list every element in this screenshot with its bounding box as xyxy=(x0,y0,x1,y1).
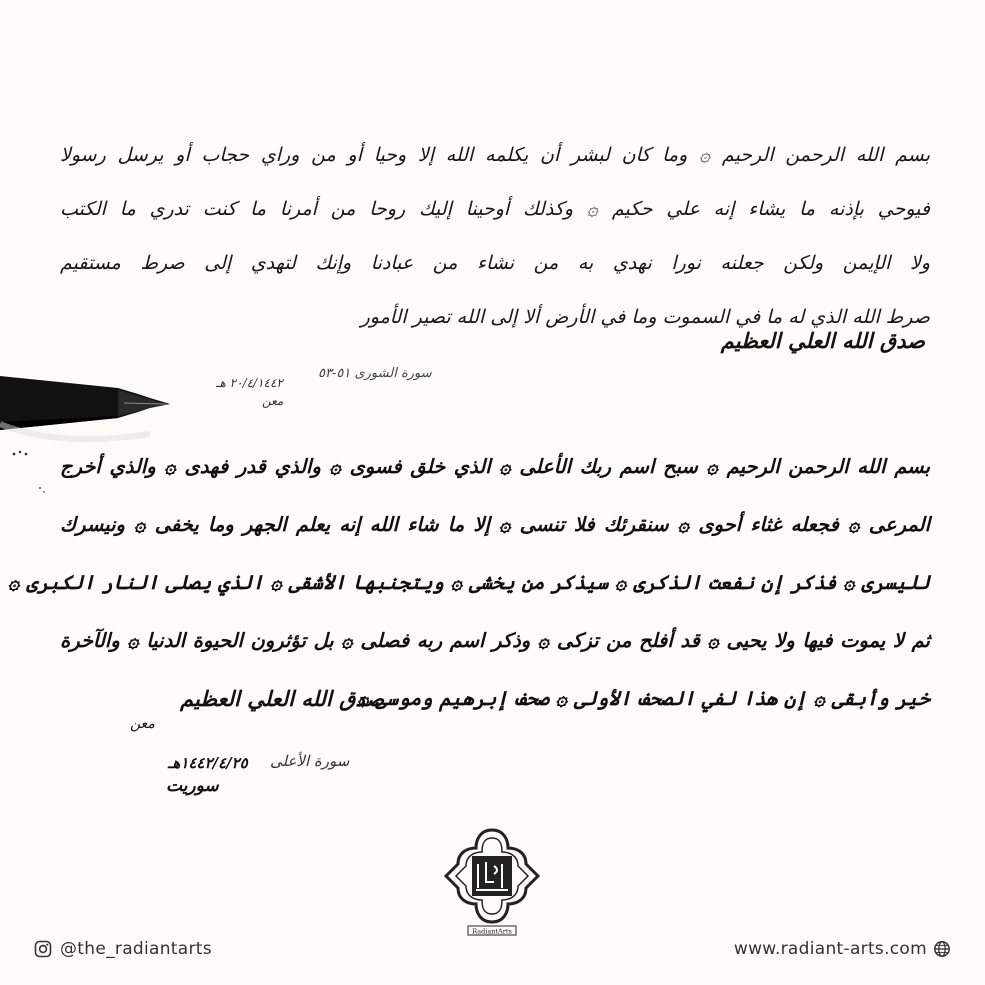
passage-1-date: ٢٠/٤/١٤٤٢ هـ xyxy=(216,376,283,390)
passage-1-line: بسم الله الرحمن الرحيم ۞ وما كان لبشر أن يكلمه الله إلا وحيا أو من وراي حجاب أو يرسل رسولا xyxy=(60,144,930,166)
passage-2-line: ثم لا يموت فيها ولا يحيى ۞ قد أفلح من تزكى ۞ وذكر اسم ربه فصلى ۞ بل تؤثرون الحيوة الدنيا ۞ والآخرة xyxy=(60,629,930,652)
passage-2-line: بسم الله الرحمن الرحيم ۞ سبح اسم ربك الأعلى ۞ الذي خلق فسوى ۞ والذي قدر فهدى ۞ والذي أخرج xyxy=(60,455,930,478)
passage-2-signature: سوريت xyxy=(166,776,219,796)
passage-1-attribution: سورة الشورى ٥١-٥٣ xyxy=(318,366,432,381)
instagram-handle[interactable] xyxy=(34,936,212,962)
passage-2-line: المرعى ۞ فجعله غثاء أحوى ۞ سنقرئك فلا تنسى ۞ إلا ما شاء الله إنه يعلم الجهر وما يخفى ۞ ونيسرك xyxy=(60,513,930,536)
passage-ash-shura xyxy=(60,128,930,344)
passage-2-line: لليسرى ۞ فذكر إن نفعت الذكرى ۞ سيذكر من يخشى ۞ ويتجنبها الأشقى ۞ الذي يصلى النار الكبرى ۞ xyxy=(7,571,930,594)
passage-2-mark: معن xyxy=(130,716,155,732)
passage-2-closing: صدق الله العلي العظيم xyxy=(180,686,385,711)
passage-al-ala xyxy=(7,438,930,728)
instagram-icon xyxy=(34,940,52,958)
website-link[interactable] xyxy=(734,936,951,962)
fountain-pen-icon xyxy=(0,368,175,448)
passage-2-attribution: سورة الأعلى xyxy=(270,752,350,770)
website-text: www.radiant-arts.com xyxy=(733,939,927,959)
ink-specks xyxy=(6,440,66,510)
passage-1-signature: معن xyxy=(262,394,284,408)
passage-1-line: ولا الإيمن ولكن جعلنه نورا نهدي به من نشاء من عبادنا وإنك لتهدي إلى صرط مستقيم xyxy=(60,252,930,274)
instagram-handle-text: @the_radiantarts xyxy=(60,939,212,959)
passage-1-line: صرط الله الذي له ما في السموت وما في الأرض ألا إلى الله تصير الأمور xyxy=(360,306,930,328)
passage-2-line: خير وأبقى ۞ إن هذا لفي الصحف الأولى ۞ صحف إبرهيم وموسى ۞ xyxy=(357,687,930,710)
radiant-arts-logo xyxy=(442,826,542,936)
passage-1-line: فيوحي بإذنه ما يشاء إنه علي حكيم ۞ وكذلك أوحينا إليك روحا من أمرنا ما كنت تدري ما الكتب xyxy=(60,198,930,220)
passage-1-closing: صدق الله العلي العظيم xyxy=(720,328,925,353)
logo-caption: RadiantArts xyxy=(472,927,512,936)
passage-2-date: ١٤٤٢/٤/٢٥هـ xyxy=(168,754,248,772)
globe-icon xyxy=(933,940,951,958)
